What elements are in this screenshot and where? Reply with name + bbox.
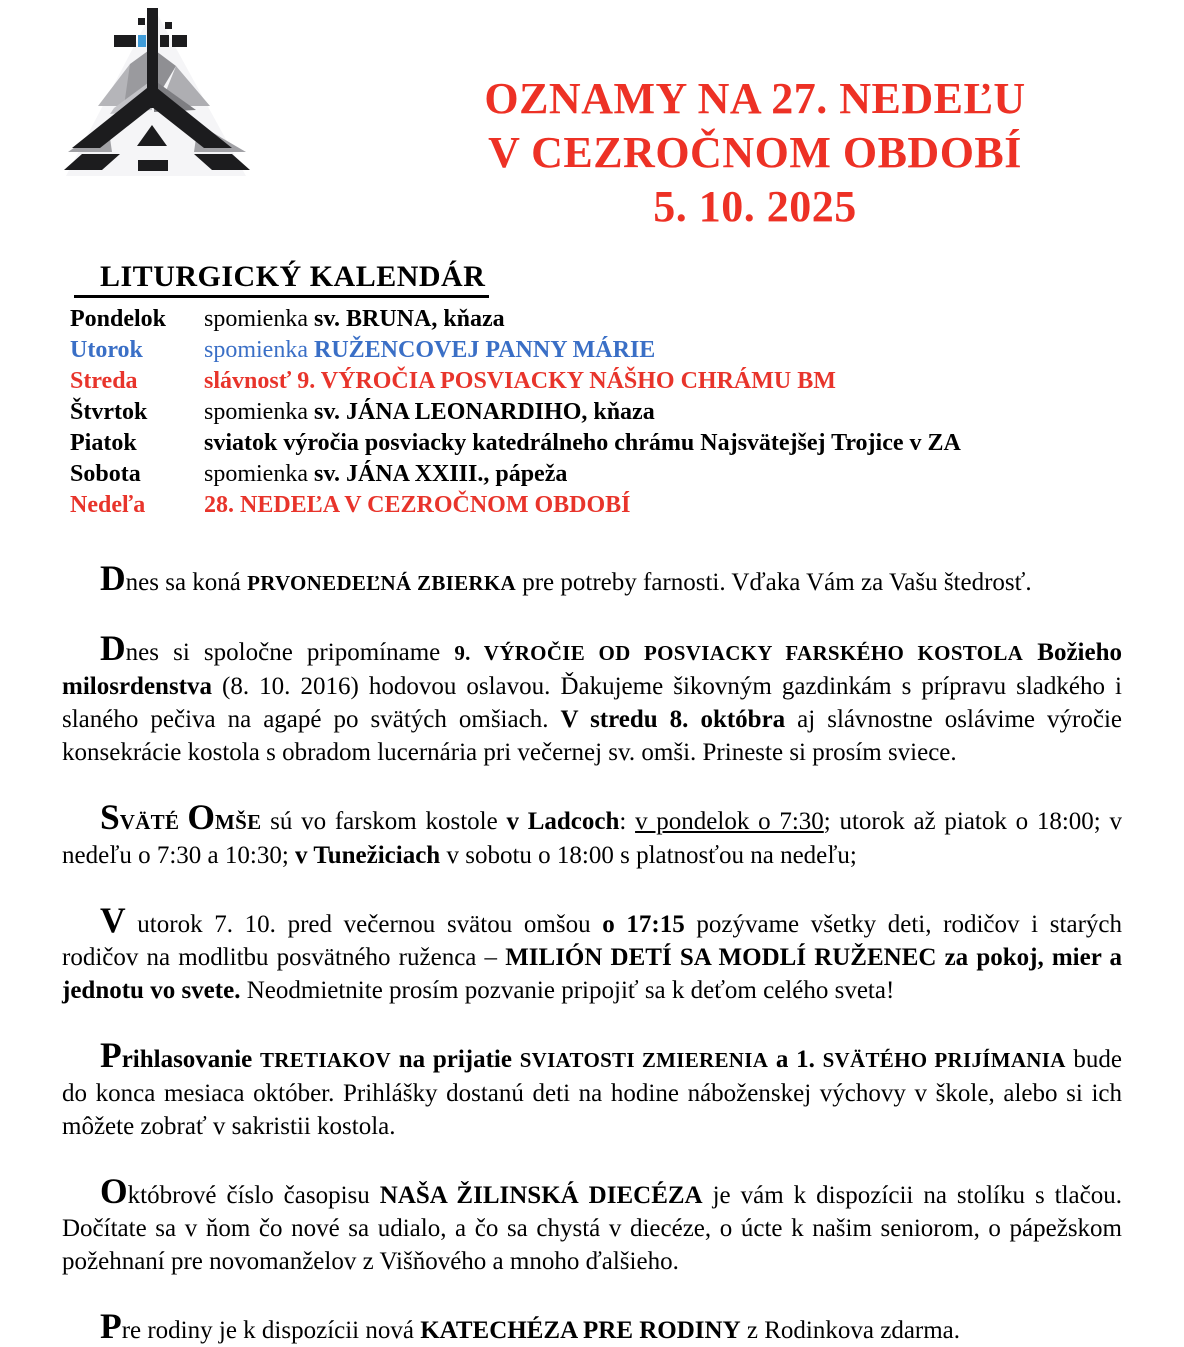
announcement-paragraph	[62, 1035, 1123, 1143]
calendar-day-label: Nedeľa	[70, 492, 146, 518]
text-segment: utorok 7. 10. pred večernou svätou omšou	[125, 911, 603, 938]
text-segment: (8. 10. 2016) hodovou oslavou. Ďakujeme šikovným gazdinkám s prípravu sladkého i slaného pečiva na agapé po svätých omšiach.	[62, 673, 1122, 733]
text-segment: sú vo farskom kostole	[261, 808, 507, 835]
text-segment: na prijatie	[391, 1046, 520, 1073]
text-segment: V	[100, 900, 126, 940]
announcement-paragraph	[62, 558, 1122, 600]
calendar-celebration	[204, 337, 655, 363]
text-segment: O	[100, 1171, 128, 1211]
calendar-day-label: Pondelok	[70, 306, 167, 332]
text-segment: slávnosť 9. VÝROČIA POSVIACKY NÁŠHO CHRÁMU BM	[204, 368, 836, 394]
text-segment: v Ladcoch	[506, 808, 620, 835]
text-segment: pozývame všetky deti, rodičov i starých rodičov na modlitbu posvätného ruženca –	[62, 911, 1122, 971]
announcement-paragraph	[62, 1171, 1122, 1278]
document-title	[370, 72, 1140, 234]
calendar-day-label: Sobota	[70, 461, 141, 487]
text-segment: v sobotu o 18:00 s platnosťou na nedeľu;	[440, 842, 857, 869]
text-segment: sv. BRUNA, kňaza	[313, 306, 505, 332]
announcement-paragraph	[62, 1306, 1122, 1347]
calendar-day-label: Štvrtok	[70, 399, 148, 425]
text-segment: 28. NEDEĽA V CEZROČNOM OBDOBÍ	[204, 492, 631, 518]
calendar-celebration	[204, 306, 505, 332]
text-segment: pre potreby farnosti. Vďaka Vám za Vašu štedrosť.	[515, 569, 1032, 596]
text-segment: je vám k dispozícii na stolíku s tlačou. Dočítate sa v ňom čo nové sa udialo, a čo sa chystá v diecéze, o úcte k našim seniorom, o pápežskom požehnaní pre novomanželov z Višňového a mnoho ďalšieho.	[62, 1182, 1122, 1275]
text-segment: TRETIAKOV	[259, 1048, 392, 1072]
text-segment: VÄTÉ	[119, 810, 188, 834]
calendar-celebration	[204, 430, 961, 456]
text-segment: spomienka	[204, 399, 314, 425]
text-segment: RUŽENCOVEJ PANNY MÁRIE	[313, 337, 656, 363]
text-segment: MŠE	[214, 810, 262, 834]
church-cross-logo-icon	[64, 6, 250, 178]
calendar-celebration	[204, 492, 631, 518]
text-segment: O	[187, 797, 215, 837]
text-segment: spomienka	[204, 337, 314, 363]
text-segment: re rodiny je k dispozícii nová	[121, 1317, 421, 1344]
text-segment: SVÄTÉHO PRIJÍMANIA	[822, 1048, 1066, 1072]
text-segment: Neodmietnite prosím pozvanie pripojiť sa k deťom celého sveta!	[240, 977, 895, 1004]
text-segment: V stredu 8. októbra	[560, 706, 786, 733]
calendar-day-label: Piatok	[70, 430, 137, 456]
calendar-row	[62, 397, 1122, 428]
calendar-celebration	[204, 461, 567, 487]
text-segment: v Tunežiciach	[295, 842, 441, 869]
text-segment: nes sa koná	[125, 569, 248, 596]
text-segment: a 1.	[768, 1046, 823, 1073]
calendar-day-label: Streda	[70, 368, 138, 394]
calendar-celebration	[204, 399, 655, 425]
liturgical-calendar-heading-text: LITURGICKÝ KALENDÁR	[74, 260, 489, 298]
text-segment: PRVONEDEĽNÁ ZBIERKA	[247, 571, 516, 595]
title-line-2: V CEZROČNOM OBDOBÍ	[488, 128, 1022, 177]
title-line-3: 5. 10. 2025	[653, 182, 857, 231]
text-segment: rihlasovanie	[121, 1046, 260, 1073]
text-segment: spomienka	[204, 461, 314, 487]
document-header	[0, 0, 1184, 248]
text-segment: KATECHÉZA PRE RODINY	[420, 1317, 741, 1344]
text-segment: MILIÓN DETÍ SA MODLÍ RUŽENEC za pokoj, mier a jednotu vo svete.	[62, 944, 1122, 1004]
text-segment: D	[100, 628, 126, 668]
calendar-row	[62, 459, 1122, 490]
text-segment: sviatok výročia posviacky katedrálneho chrámu Najsvätejšej Trojice v ZA	[204, 430, 961, 456]
calendar-day-label: Utorok	[70, 337, 143, 363]
text-segment: aj slávnostne oslávime výročie konsekrácie kostola s obradom lucernária pri večernej sv. omši. Prineste si prosím sviece.	[62, 706, 1123, 766]
text-segment: sv. JÁNA XXIII., pápeža	[313, 461, 568, 487]
text-segment: o 17:15	[602, 911, 685, 938]
text-segment: SVIATOSTI ZMIERENIA	[519, 1048, 769, 1072]
text-segment: któbrové číslo časopisu	[127, 1182, 380, 1209]
calendar-celebration	[204, 368, 836, 394]
title-line-1: OZNAMY NA 27. NEDEĽU	[484, 74, 1026, 123]
announcement-paragraph	[62, 900, 1122, 1007]
text-segment: S	[100, 797, 120, 837]
text-segment: spomienka	[204, 306, 314, 332]
text-segment: 9. VÝROČIE OD POSVIACKY FARSKÉHO KOSTOLA	[454, 641, 1024, 665]
text-segment: P	[100, 1306, 122, 1346]
document-body	[62, 260, 1122, 1347]
text-segment: P	[100, 1035, 122, 1075]
calendar-row	[62, 304, 1122, 335]
text-segment: ; utorok až piatok o 18:00; v nedeľu o 7:30 a 10:30;	[62, 808, 1122, 869]
text-segment: NAŠA ŽILINSKÁ DIECÉZA	[379, 1182, 703, 1209]
announcements	[62, 558, 1123, 1347]
text-segment: sv. JÁNA LEONARDIHO, kňaza	[313, 399, 655, 425]
text-segment: Božieho milosrdenstva	[62, 639, 1122, 700]
text-segment: :	[619, 808, 636, 835]
announcement-paragraph	[62, 628, 1123, 769]
calendar-rows	[62, 304, 1122, 521]
text-segment: bude do konca mesiaca október. Prihlášky dostanú deti na hodine náboženskej výchovy v škole, alebo si ich môžete zobrať v sakristii kostola.	[62, 1046, 1123, 1140]
text-segment: z Rodinkova zdarma.	[740, 1317, 961, 1344]
text-segment: v pondelok o 7:30	[635, 808, 824, 835]
text-segment: nes si spoločne pripomíname	[125, 639, 455, 666]
calendar-row	[62, 428, 1122, 459]
calendar-row	[62, 366, 1122, 397]
calendar-row	[62, 490, 1122, 521]
text-segment: D	[100, 558, 126, 598]
announcement-paragraph	[62, 797, 1122, 872]
liturgical-calendar-heading	[74, 260, 1122, 298]
calendar-row	[62, 335, 1122, 366]
